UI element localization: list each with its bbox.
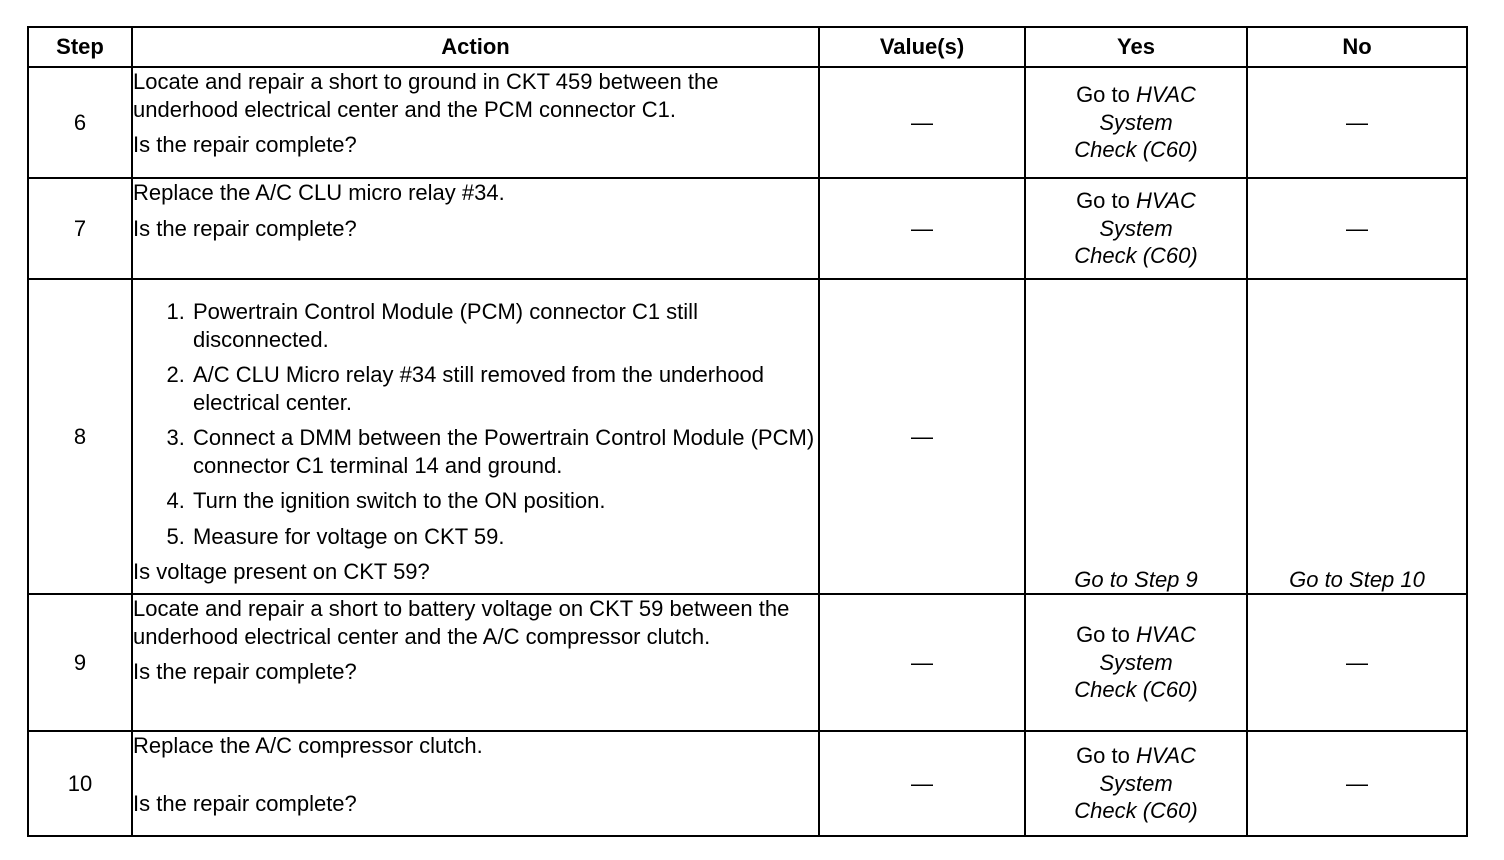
step-number: 8 (28, 279, 132, 594)
no-cell (1247, 178, 1467, 279)
yes-link-hvac[interactable]: HVAC (1136, 743, 1196, 769)
step-number: 7 (28, 178, 132, 279)
action-text: Replace the A/C compressor clutch. (133, 733, 483, 758)
action-question: Is the repair complete? (133, 132, 357, 157)
no-dash: — (1346, 649, 1368, 675)
no-link-step-10[interactable]: Go to Step 10 (1289, 566, 1425, 592)
header-action: Action (132, 27, 819, 67)
list-item: 4. Turn the ignition switch to the ON position. (191, 487, 818, 515)
spacer (133, 768, 818, 790)
action-cell (132, 67, 819, 178)
yes-prefix: Go to (1076, 82, 1130, 108)
value-cell (819, 178, 1025, 279)
action-cell (132, 178, 819, 279)
yes-link-system[interactable]: System (1099, 215, 1173, 241)
header-step: Step (28, 27, 132, 67)
yes-link-check[interactable]: Check (C60) (1074, 798, 1198, 824)
step-number: 9 (28, 594, 132, 731)
value-cell (819, 731, 1025, 836)
header-values: Value(s) (819, 27, 1025, 67)
value-dash: — (911, 770, 933, 796)
table-row (28, 594, 1467, 731)
yes-link-check[interactable]: Check (C60) (1074, 677, 1198, 703)
yes-link-hvac[interactable]: HVAC (1136, 188, 1196, 214)
no-dash: — (1346, 109, 1368, 135)
action-cell (132, 594, 819, 731)
yes-cell (1025, 731, 1247, 836)
list-item: 2. A/C CLU Micro relay #34 still removed from the underhood electrical center. (191, 361, 818, 416)
header-yes: Yes (1025, 27, 1247, 67)
yes-prefix: Go to (1076, 622, 1130, 648)
yes-prefix: Go to (1076, 188, 1130, 214)
step-number: 6 (28, 67, 132, 178)
no-dash: — (1346, 770, 1368, 796)
value-dash: — (911, 215, 933, 241)
table-row (28, 178, 1467, 279)
yes-link-step-9[interactable]: Go to Step 9 (1074, 566, 1198, 592)
value-cell (819, 279, 1025, 594)
no-cell (1247, 731, 1467, 836)
header-no: No (1247, 27, 1467, 67)
yes-link-system[interactable]: System (1099, 649, 1173, 675)
yes-link-hvac[interactable]: HVAC (1136, 82, 1196, 108)
action-question: Is the repair complete? (133, 659, 357, 684)
action-text: Locate and repair a short to ground in CKT 459 between the underhood electrical center and the PCM connector C1. (133, 69, 719, 122)
yes-cell (1025, 279, 1247, 594)
table-row (28, 67, 1467, 178)
yes-link-hvac[interactable]: HVAC (1136, 622, 1196, 648)
value-cell (819, 67, 1025, 178)
list-item: 3. Connect a DMM between the Powertrain Control Module (PCM) connector C1 terminal 14 and ground. (191, 424, 818, 479)
yes-cell (1025, 67, 1247, 178)
yes-prefix: Go to (1076, 743, 1130, 769)
action-question: Is voltage present on CKT 59? (133, 559, 430, 584)
value-dash: — (911, 649, 933, 675)
header-row (28, 27, 1467, 67)
diagnostic-table (27, 26, 1468, 837)
table-row (28, 731, 1467, 836)
no-dash: — (1346, 215, 1368, 241)
action-steps-list (133, 298, 818, 550)
yes-link-check[interactable]: Check (C60) (1074, 137, 1198, 163)
yes-link-check[interactable]: Check (C60) (1074, 243, 1198, 269)
action-text: Replace the A/C CLU micro relay #34. (133, 180, 505, 205)
value-cell (819, 594, 1025, 731)
no-cell (1247, 279, 1467, 594)
list-item: 1. Powertrain Control Module (PCM) connector C1 still disconnected. (191, 298, 818, 353)
action-question: Is the repair complete? (133, 790, 357, 816)
yes-link-system[interactable]: System (1099, 109, 1173, 135)
no-cell (1247, 67, 1467, 178)
step-number: 10 (28, 731, 132, 836)
action-text: Locate and repair a short to battery voltage on CKT 59 between the underhood electrical center and the A/C compressor clutch. (133, 596, 790, 649)
action-cell (132, 731, 819, 836)
no-cell (1247, 594, 1467, 731)
yes-cell (1025, 594, 1247, 731)
table-row (28, 279, 1467, 594)
action-question: Is the repair complete? (133, 215, 357, 241)
yes-link-system[interactable]: System (1099, 770, 1173, 796)
yes-cell (1025, 178, 1247, 279)
value-dash: — (911, 109, 933, 135)
value-dash: — (911, 423, 933, 449)
action-cell (132, 279, 819, 594)
list-item: 5. Measure for voltage on CKT 59. (191, 523, 818, 551)
